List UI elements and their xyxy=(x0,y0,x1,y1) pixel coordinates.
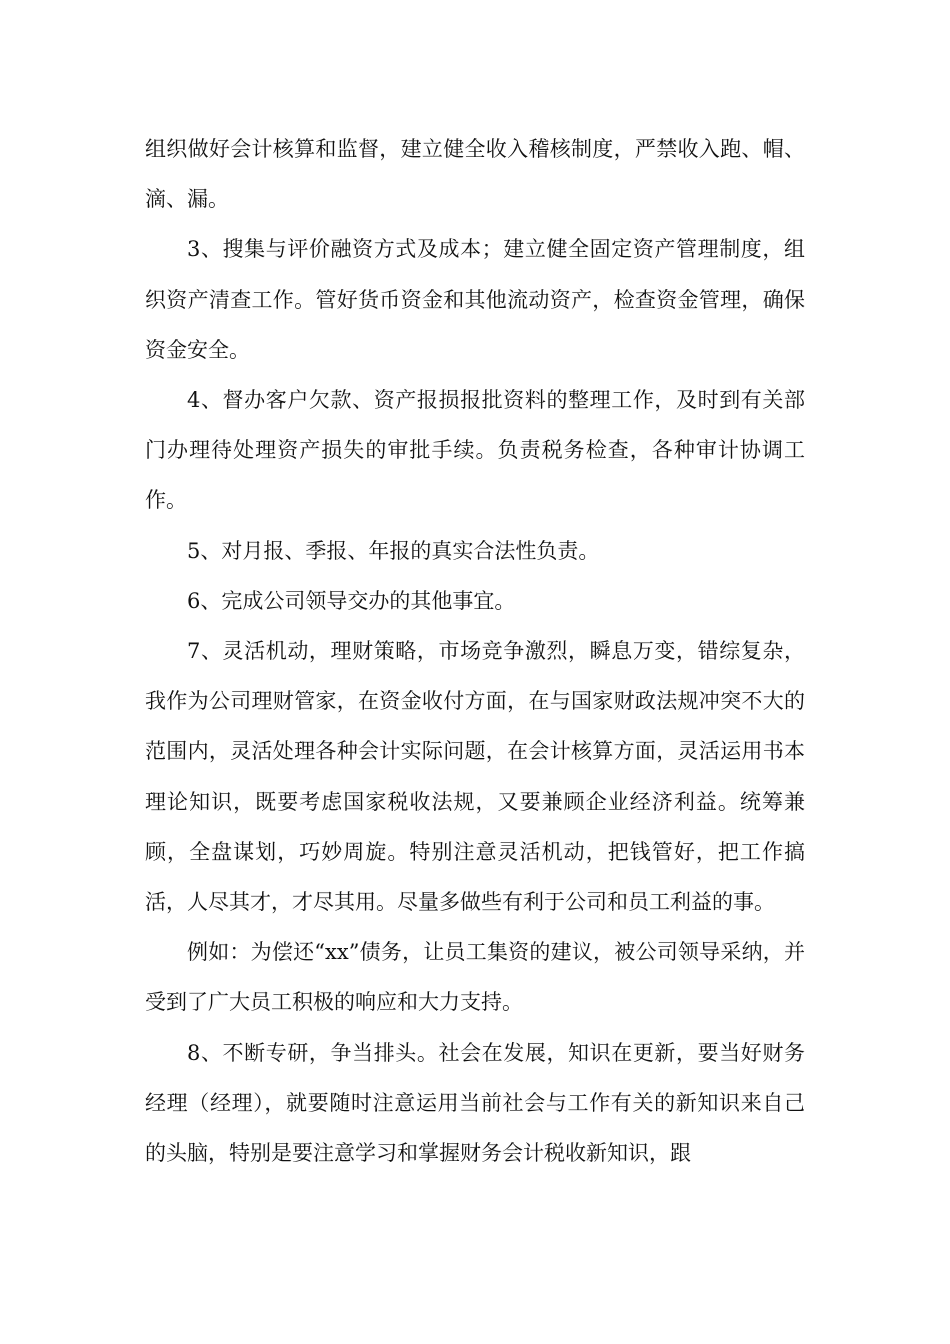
paragraph-3: 4、督办客户欠款、资产报损报批资料的整理工作，及时到有关部门办理待处理资产损失的审批手续。负责税务检查，各种审计协调工作。 xyxy=(145,388,805,513)
paragraph-8: 8、不断专研，争当排头。社会在发展，知识在更新，要当好财务经理（经理），就要随时注意运用当前社会与工作有关的新知识来自己的头脑，特别是要注意学习和掌握财务会计税收新知识，跟 xyxy=(145,1040,805,1166)
paragraph-4: 5、对月报、季报、年报的真实合法性负责。 xyxy=(187,538,600,563)
paragraph-1: 组织做好会计核算和监督，建立健全收入稽核制度，严禁收入跑、帽、滴、漏。 xyxy=(145,137,805,212)
paragraph-7: 例如：为偿还“xx”债务，让员工集资的建议，被公司领导采纳，并受到了广大员工积极的响应和大力支持。 xyxy=(145,940,805,1015)
paragraph-5: 6、完成公司领导交办的其他事宜。 xyxy=(187,588,516,613)
paragraph-6: 7、灵活机动，理财策略，市场竞争激烈，瞬息万变，错综复杂，我作为公司理财管家，在资金收付方面，在与国家财政法规冲突不大的范围内，灵活处理各种会计实际问题，在会计核算方面，灵活运用书本理论知识，既要考虑国家税收法规，又要兼顾企业经济利益。统筹兼顾，全盘谋划，巧妙周旋。特别注意灵活机动，把钱管好，把工作搞活，人尽其才，才尽其用。尽量多做些有利于公司和员工利益的事。 xyxy=(145,639,805,915)
document-body xyxy=(145,124,805,1178)
paragraph-2: 3、搜集与评价融资方式及成本；建立健全固定资产管理制度，组织资产清查工作。管好货币资金和其他流动资产，检查资金管理，确保资金安全。 xyxy=(145,237,805,362)
